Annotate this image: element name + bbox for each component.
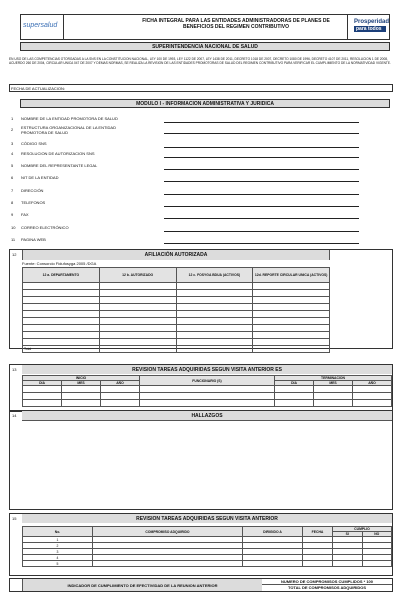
table-cell[interactable] (176, 283, 253, 290)
field-input[interactable] (164, 122, 359, 123)
field-input[interactable] (164, 157, 359, 158)
table-cell[interactable] (140, 393, 275, 400)
table-cell[interactable] (101, 386, 140, 393)
table-cell[interactable] (23, 393, 62, 400)
table-cell[interactable] (303, 561, 333, 567)
indicator-footer (9, 578, 393, 592)
table-cell[interactable] (23, 386, 62, 393)
table-cell[interactable] (314, 400, 353, 407)
field-row (9, 163, 393, 171)
table-cell[interactable] (176, 318, 253, 325)
table-cell: No. (23, 527, 93, 537)
field-input[interactable] (164, 147, 359, 148)
table-cell[interactable] (176, 311, 253, 318)
table-cell: 12d. REPORTE CIRCULAR UNICA (ACTIVOS) (253, 268, 330, 283)
field-input[interactable] (164, 243, 359, 244)
table-cell[interactable] (176, 325, 253, 332)
table-cell[interactable] (253, 311, 330, 318)
table-cell: FECHA (303, 527, 333, 537)
review1-num: 13 (12, 367, 17, 372)
findings-num: 14 (12, 413, 17, 418)
table-cell[interactable] (140, 386, 275, 393)
module1-fields-10-label: PAGINA WEB (21, 237, 46, 242)
header-brand_bottom: para todos (354, 26, 386, 32)
module1-fields-9-label: CORREO ELECTRÓNICO (21, 225, 69, 230)
table-cell[interactable] (253, 283, 330, 290)
table-cell[interactable] (99, 297, 176, 304)
table-cell[interactable] (362, 561, 392, 567)
field-row (9, 125, 393, 135)
module1-fields-3-num: 4 (11, 151, 14, 156)
module1-fields-3-label: RESOLUCION DE AUTORIZACION SNS (21, 151, 95, 156)
review-section-2 (9, 513, 393, 576)
legal-text: EN USO DE LAS COMPETENCIAS OTORGADAS A LA SNS EN LA CONSTITUCION NACIONAL, LEY 100 DE 1993, LEY 1122 DE 2007, LEY 1438 DE 2011, DECRETO 1018 DE 2007, DECRETO 1080 DE 1996, DECRETO 4107 DE 2011, RESOLUCION 1 DE 2008, ACUERDO 260 DE 2004, CIRCULAR UNICA 047 DE 2007 Y DEMAS NORMAS, SE REALIZA LA REVISION DE LAS ENTIDADES PROMOTORAS DE SALUD DEL REGIMEN CONTRIBUTIVO PARA VERIFICAR EL CUMPLIMIENTO DE LA NORMATIVIDAD VIGENTE. (9, 57, 391, 65)
module1-fields-8-num: 9 (11, 212, 14, 217)
field-row (9, 237, 393, 245)
table-cell[interactable] (176, 304, 253, 311)
table-cell[interactable] (23, 283, 100, 290)
table-cell[interactable] (99, 339, 176, 346)
field-row (9, 175, 393, 183)
table-cell[interactable] (99, 311, 176, 318)
table-cell: CUMPLIO (333, 527, 392, 532)
field-input[interactable] (164, 231, 359, 232)
module1-fields-1-label: ESTRUCTURA ORGANIZACIONAL DE LA ENTIDAD PROMOTORA DE SALUD (21, 125, 116, 135)
table-cell[interactable] (275, 386, 314, 393)
logo: supersalud (23, 22, 58, 29)
indicator-fulfilled: NUMERO DE COMPROMISOS CUMPLIDOS * 100 (262, 579, 392, 585)
table-cell[interactable] (23, 339, 100, 346)
module1-fields-4-label: NOMBRE DEL REPRESENTANTE LEGAL (21, 163, 98, 168)
table-cell[interactable] (99, 290, 176, 297)
module1-fields-5-num: 6 (11, 175, 14, 180)
field-input[interactable] (164, 218, 359, 219)
header-brand_top: Prosperidad (354, 19, 390, 25)
module1-fields-0-label: NOMBRE DE LA ENTIDAD PROMOTORA DE SALUD (21, 116, 118, 121)
table-cell[interactable] (176, 297, 253, 304)
table-cell[interactable] (140, 400, 275, 407)
review1-title: REVISION TAREAS ADQUIRIDAS SEGUN VISITA ANTERIOR ES (22, 365, 392, 374)
table-cell: Total (23, 346, 100, 353)
findings-section (9, 410, 393, 510)
table-cell: 1 (23, 537, 93, 543)
table-cell[interactable] (253, 325, 330, 332)
review2-title: REVISION TAREAS ADQUIRIDAS SEGUN VISITA ANTERIOR (22, 514, 392, 523)
indicator-total: TOTAL DE COMPROMISOS ADQUIRIDOS (287, 585, 367, 590)
authorization-source: Fuente: Consorcio Fidufosyga 2005 /DGA (22, 261, 97, 266)
table-cell: AÑO (101, 381, 140, 386)
module1-fields-0-num: 1 (11, 116, 14, 121)
update-date-field[interactable] (9, 84, 393, 92)
field-row (9, 225, 393, 233)
module1-fields (9, 112, 393, 246)
table-cell: 12 a. DEPARTAMENTO (23, 268, 100, 283)
table-cell[interactable] (99, 325, 176, 332)
table-cell: COMPROMISO ADQUIRIDO (93, 527, 243, 537)
field-row (9, 188, 393, 196)
table-cell: FUNCIONARIO (S) (140, 376, 275, 386)
table-cell[interactable] (99, 332, 176, 339)
table-cell[interactable] (101, 393, 140, 400)
table-cell[interactable] (243, 561, 303, 567)
review1-table (22, 375, 392, 407)
field-input[interactable] (164, 169, 359, 170)
field-input[interactable] (164, 194, 359, 195)
table-cell[interactable] (275, 400, 314, 407)
table-cell[interactable] (353, 393, 392, 400)
table-cell[interactable] (253, 304, 330, 311)
field-row (9, 141, 393, 149)
table-cell[interactable] (99, 318, 176, 325)
table-cell[interactable] (23, 318, 100, 325)
findings-textarea[interactable] (22, 420, 392, 509)
module1-fields-2-num: 3 (11, 141, 14, 146)
form-title: FICHA INTEGRAL PARA LAS ENTIDADES ADMINISTRADORAS DE PLANES DE BENEFICIOS DEL REGIMEN CONTRIBUTIVO (142, 18, 330, 30)
update_label: FECHA DE ACTUALIZACION: (11, 86, 66, 91)
table-cell[interactable] (176, 339, 253, 346)
table-cell[interactable] (23, 290, 100, 297)
entity-banner: SUPERINTENDENCIA NACIONAL DE SALUD (20, 42, 390, 51)
findings-title: HALLAZGOS (22, 411, 392, 420)
authorization-num: 12 (12, 252, 17, 257)
table-cell: AÑO (353, 381, 392, 386)
module1-fields-1-num: 2 (11, 127, 14, 132)
authorization-table (22, 267, 330, 353)
module1-fields-7-label: TELEFONOS (21, 200, 46, 205)
field-row (9, 116, 393, 124)
table-cell: DIRIGIDO A (243, 527, 303, 537)
module1-fields-9-num: 10 (11, 225, 16, 230)
review-section-1 (9, 364, 393, 412)
table-cell: MES (314, 381, 353, 386)
table-cell[interactable] (253, 332, 330, 339)
field-input[interactable] (164, 133, 359, 134)
module1-banner: MODULO I - INFORMACION ADMINISTRATIVA Y JURIDICA (20, 99, 390, 108)
table-cell (176, 346, 253, 353)
table-cell[interactable] (314, 386, 353, 393)
table-cell[interactable] (23, 304, 100, 311)
table-cell: 12 c. FOSYGA BDUA (ACTIVOS) (176, 268, 253, 283)
table-cell[interactable] (176, 290, 253, 297)
table-cell[interactable] (99, 304, 176, 311)
table-cell[interactable] (23, 297, 100, 304)
table-cell[interactable] (353, 400, 392, 407)
table-cell: 4 (23, 555, 93, 561)
table-cell[interactable] (99, 283, 176, 290)
table-cell[interactable] (253, 297, 330, 304)
module1-fields-6-num: 7 (11, 188, 14, 193)
table-cell: 2 (23, 543, 93, 549)
table-cell[interactable] (176, 332, 253, 339)
table-cell[interactable] (62, 386, 101, 393)
field-row (9, 212, 393, 220)
table-cell[interactable] (275, 393, 314, 400)
brand-logo (354, 19, 390, 35)
table-cell[interactable] (23, 400, 62, 407)
table-cell[interactable] (62, 393, 101, 400)
field-input[interactable] (164, 206, 359, 207)
table-cell: NO (362, 532, 392, 537)
table-cell: SI (333, 532, 363, 537)
table-cell: 5 (23, 561, 93, 567)
table-cell[interactable] (23, 311, 100, 318)
table-cell: 3 (23, 549, 93, 555)
review2-table (22, 526, 392, 567)
table-cell: DIA (23, 381, 62, 386)
table-cell (253, 346, 330, 353)
table-cell (99, 346, 176, 353)
table-cell[interactable] (93, 561, 243, 567)
review2-num: 15 (12, 516, 17, 521)
table-cell: DIA (275, 381, 314, 386)
authorization-title: AFILIACIÓN AUTORIZADA (22, 250, 330, 260)
module1-fields-10-num: 11 (11, 237, 16, 242)
table-cell: 12 b. AUTORIZADO (99, 268, 176, 283)
authorization-section (9, 249, 393, 349)
table-cell: INICIO (23, 376, 140, 381)
table-cell[interactable] (253, 318, 330, 325)
table-cell[interactable] (314, 393, 353, 400)
module1-fields-2-label: CÓDIGO SNS (21, 141, 47, 146)
table-cell[interactable] (253, 290, 330, 297)
indicator-label: INDICADOR DE CUMPLIMIENTO DE EFECTIVIDAD DE LA REUNION ANTERIOR (22, 579, 262, 591)
table-cell[interactable] (23, 332, 100, 339)
table-cell: MES (62, 381, 101, 386)
table-cell: TERMINACION (275, 376, 392, 381)
module1-fields-5-label: NIT DE LA ENTIDAD (21, 175, 59, 180)
module1-fields-8-label: FAX (21, 212, 29, 217)
module1-fields-6-label: DIRECCIÓN (21, 188, 44, 193)
table-cell[interactable] (353, 386, 392, 393)
table-cell[interactable] (333, 561, 363, 567)
module1-fields-7-num: 8 (11, 200, 14, 205)
field-input[interactable] (164, 181, 359, 182)
module1-fields-4-num: 5 (11, 163, 14, 168)
field-row (9, 151, 393, 159)
header (20, 14, 390, 40)
table-cell[interactable] (101, 400, 140, 407)
field-row (9, 200, 393, 208)
table-cell[interactable] (23, 325, 100, 332)
table-cell[interactable] (253, 339, 330, 346)
table-cell[interactable] (62, 400, 101, 407)
